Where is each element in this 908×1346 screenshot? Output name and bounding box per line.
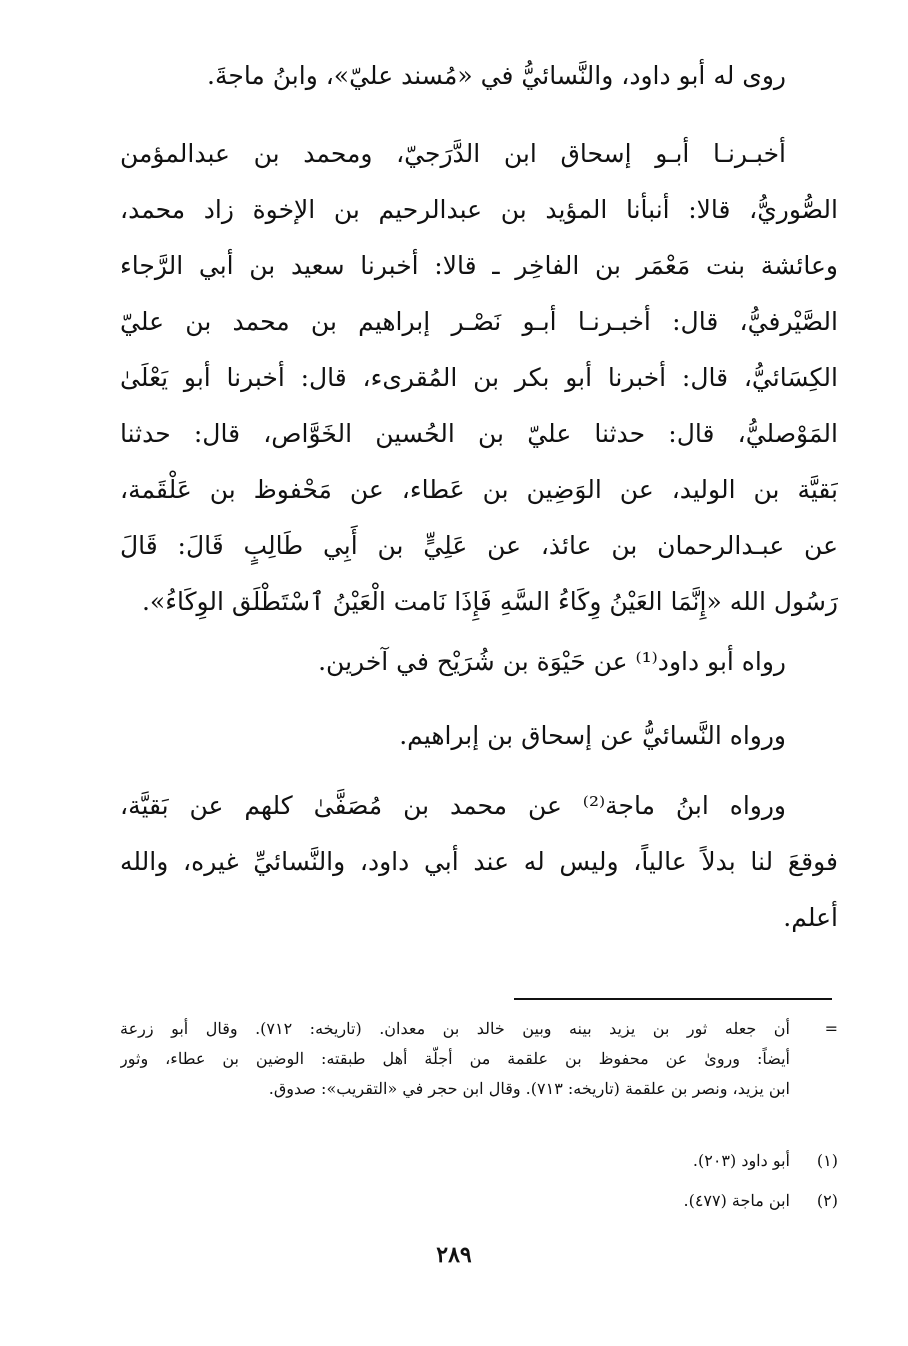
text-line: الكِسَائيُّ، قال: أخبرنا أبو بكر بن المُقرىء، قال: أخبرنا أبو يَعْلَىٰ (120, 363, 838, 392)
footnote-line: ابن يزيد، ونصر بن علقمة (تاريخه: ٧١٣). وقال ابن حجر في «التقريب»: صدوق. (268, 1079, 790, 1098)
page-number: ٢٨٩ (436, 1242, 472, 1268)
footnote-2 (120, 1185, 838, 1217)
text-line: وعائشة بنت مَعْمَر بن الفاخِر ـ قالا: أخبرنا سعيد بن أبي الرَّجاء (120, 251, 838, 280)
text-line: بَقيَّة بن الوليد، عن الوَضِين بن عَطاء، عن مَحْفوظ بن عَلْقَمة، (120, 475, 838, 504)
footnote-mark: (٢) (816, 1191, 838, 1210)
paragraph-2 (120, 126, 838, 630)
continuation-mark: = (824, 1019, 838, 1038)
paragraph-1 (120, 48, 786, 104)
footnote-line: أيضاً: وروىٰ عن محفوظ بن علقمة من أجلّة أهل طبقته: الوضين بن عطاء، وثور (120, 1049, 790, 1068)
paragraph-4 (120, 708, 786, 764)
footnote-line: أن جعله ثور بن يزيد بينه وبين خالد بن معدان. (تاريخه: ٧١٢). وقال أبو زرعة (120, 1019, 790, 1038)
text-line: المَوْصليُّ، قال: حدثنا عليّ بن الحُسين الخَوَّاص، قال: حدثنا (120, 419, 838, 448)
text-line: أعلم. (783, 903, 838, 932)
footnote-continuation (120, 1014, 838, 1114)
footnote-text: ابن ماجة (٤٧٧). (683, 1191, 790, 1210)
text-line: روى له أبو داود، والنَّسائيُّ في «مُسند عليّ»، وابنُ ماجةَ. (207, 61, 786, 90)
footnote-separator (514, 998, 832, 1000)
continuation-text (120, 1014, 790, 1104)
text-line: فوقعَ لنا بدلاً عالياً، وليس له عند أبي داود، والنَّسائيِّ غيره، والله (120, 847, 838, 876)
paragraph-5 (120, 778, 838, 946)
text-line: رواه أبو داود⁽¹⁾ عن حَيْوَة بن شُرَيْح في آخرين. (318, 647, 786, 676)
text-line: الصَّيْرفيُّ، قال: أخبـرنـا أبـو نَصْـر إبراهيم بن محمد بن عليّ (120, 307, 838, 336)
text-line: الصُّوريُّ، قالا: أنبأنا المؤيد بن عبدالرحيم بن الإخوة زاد محمد، (120, 195, 838, 224)
text-line: أخبـرنـا أبـو إسحاق ابن الدَّرَجيّ، ومحمد بن عبدالمؤمن (120, 139, 786, 168)
text-line: ورواه ابنُ ماجة⁽²⁾ عن محمد بن مُصَفَّىٰ كلهم عن بَقيَّة، (120, 791, 786, 820)
text-line: ورواه النَّسائيُّ عن إسحاق بن إبراهيم. (399, 721, 786, 750)
paragraph-3 (120, 634, 786, 690)
text-line: رَسُول الله «إِنَّمَا العَيْنُ وِكَاءُ السَّهِ فَإِذَا نَامت الْعَيْنُ ٱسْتَطْلَق الوِكَاءُ». (141, 587, 838, 616)
footnote-1 (120, 1145, 838, 1177)
footnote-text: أبو داود (٢٠٣). (692, 1151, 790, 1170)
text-line: عن عبـدالرحمان بن عائذ، عن عَلِيٍّ بن أَبِي طَالِبٍ قَالَ: قَالَ (120, 531, 838, 560)
footnote-mark: (١) (816, 1151, 838, 1170)
